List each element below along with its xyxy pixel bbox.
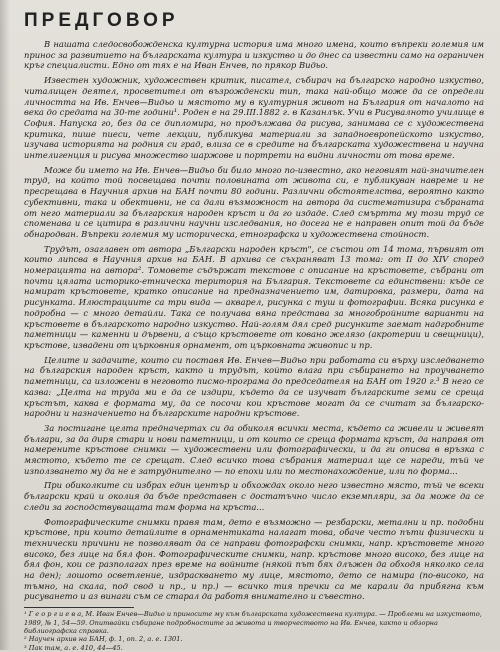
paragraph: Трудът, озаглавен от автора „Български народен кръст", се състои от 14 тома, първият от които липсва в Научния архив на БАН. В архива се съхраняват 13 тома: от II до XIV според номерацията на автора². Томовете съдържат текстове с описание на кръстовете, събрани от почти цялата историко-етническа територия на България. Текстовете са единствени: къде се намират кръстовете, кратко описание на предназначението им, датировка, размери, дата на рисунката. Илюстрациите са три вида — акварел, рисунка с туш и фотографии. Всяка рисунка е подробна — с много детайли. Така се получава вяна представа за многобройните варианти на кръстовете в българското народно изкуство. Най-голям дял сред рисунките заемат надгробните паметници — каменни и дървени, а също кръстовете от ковано желязо (акротерии и свещници), кръстове, извадени от църковния орнамент, от църковната живопис и пр. (24, 243, 484, 350)
paragraph: За постигане целта предначертах си да обиколя всички места, където са живели и живеят българи, за да диря стари и нови паметници, и от които се среща формата кръст, да направя от намерените кръстове снимки — художествени или фотографически, и да ги описва в връзка с мястото, където те се срещат. След всичко това събрания материал ще се нареди, тъй че използването му да не е затруднително — по епохи или по местонахождение, или по форма... (24, 422, 484, 476)
body-text (24, 39, 484, 602)
paragraph: При обиколките си избрах един център и обхождах около него известно място, тъй че всеки български край и околия да бъде представен с достатъчно число екземпляри, за да може да се следи за господствуващата там форма на кръста... (24, 480, 484, 512)
paragraph: Може би името на Ив. Енчев—Видьо би било много по-известно, ако неговият най-значителен труд, на който той посвещава почти половината от живота си, е публикуван навреме и не пресрещава в Научния архив на БАН почти 80 години. Различни обстоятелства, вероятно както субективни, така и обективни, не са дали възможност на автора да систематизира събраната от него материали за българския народен кръст и да го издаде. След смъртта му този труд се споменава и се цитира в различни научни изследвания, но досега не е направен опит той да бъде обнародван. Въпреки големия му историческа, етнографска и художествена стойност. (24, 164, 484, 239)
footnote: ¹ Г е о р г и е в а, М. Иван Енчев—Видьо и приносите му към българската художествена култура. — Проблеми на изкуството, 1989, № 1, 54—59. Опитвайки събиране подробностите за живота и творчеството на Ив. Енчев, както и обзорна библиографска справка. (24, 610, 482, 636)
paragraph: В нашата следосвобожденска културна история има много имена, които въпреки големия им принос за развитието на българската култура и изкуство и до днес са известни само на ограничен кръг специалисти. Едно от тях е на Иван Енчев, по прякор Видьо. (24, 39, 484, 71)
paragraph: Целите и задачите, които си поставя Ив. Енчев—Видьо при работата си върху изследването на българския народен кръст, както и трудът, който влага при събирането на проучването паметници, са изложени в неговото писмо-програма до председателя на БАН от 1920 г.³ В него се казва: „Целта на труда ми е да се издири, където да се изучват българските земи се среща кръстът, каква е формата му, да се посочи кои кръстове могат да се считат за българско-народни и назначението на българските народни кръстове. (24, 354, 484, 419)
paragraph: Фотографическите снимки правя там, дето е възможно — резбарски, метални и пр. подобни кръстове, при които детайлите в орнаментиката налагат това, обаче често пъти физически и технически причини не позволяват да се направи фотографски снимки, напр. кръстовете много високо, без лице на бял фон. Фотографическите снимки, напр. кръстове много високо, без лице на бял фон, кои се разполагах през време на войните (някой път бях длъжен да обходя няколко села на ден); лошото осветление, издраскването му лице, мястото, дето се намира (по-високо, на тъмно, на скала, под свод и пр., и пр.) — всичко тия пречки са ме карали да прибягна към рисуването и аз винаги съм се старал да работя внимателно и съвестно. (24, 516, 484, 602)
footnotes (24, 610, 484, 652)
paragraph: Известен художник, художествен критик, писател, събирач на българско народно изкуство, читалищен деятел, просветител от възрожденски тип, така най-общо може да се определи личността на Ив. Енчев—Видьо и мястото му в културния живот на България от началото на века до средата на 30-те години¹. Роден е на 29.III.1882 г. в Казанлък. Учи в Рисувалното училище в София. Напуска го, без да се дипломира, но продължава да рисува, занимава се с художествена критика, пише пиеси, чете лекции, публикува материали за западноевропейското изкуство, изучава историята на родния си град, влиза се в средите на българската художествена и научна интелигенция и рисува множество шаржове и портрети на видни личности от това време. (24, 75, 484, 161)
footnote-divider (24, 607, 134, 608)
footnote: ² Научен архив на БАН, ф. 1, оп. 2, а. е. 1301. (24, 635, 183, 644)
page-title: ПРЕДГОВОР (24, 10, 179, 31)
footnote: ³ Пак там, а. е. 410, 44—45. (24, 643, 123, 652)
page-gutter-shadow (0, 0, 10, 650)
